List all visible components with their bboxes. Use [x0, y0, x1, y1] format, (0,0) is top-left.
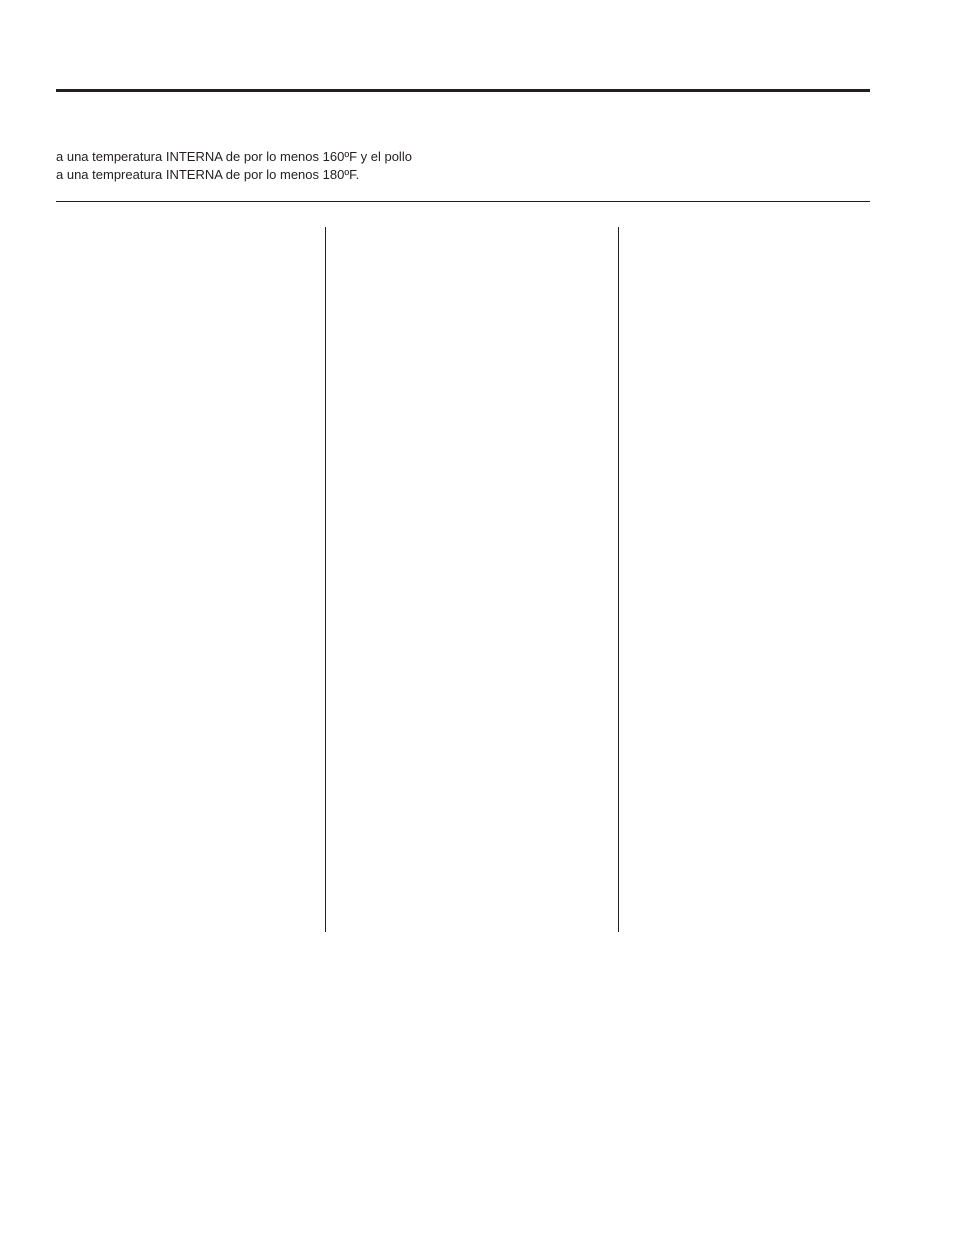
intro-line-2: a una tempreatura INTERNA de por lo menos 180ºF.: [56, 167, 360, 182]
column-divider-right: [618, 227, 619, 932]
section-rule: [56, 201, 870, 202]
intro-line-1: a una temperatura INTERNA de por lo menos 160ºF y el pollo: [56, 149, 412, 164]
header-rule: [56, 89, 870, 92]
column-divider-left: [325, 227, 326, 932]
intro-text: [56, 148, 870, 184]
